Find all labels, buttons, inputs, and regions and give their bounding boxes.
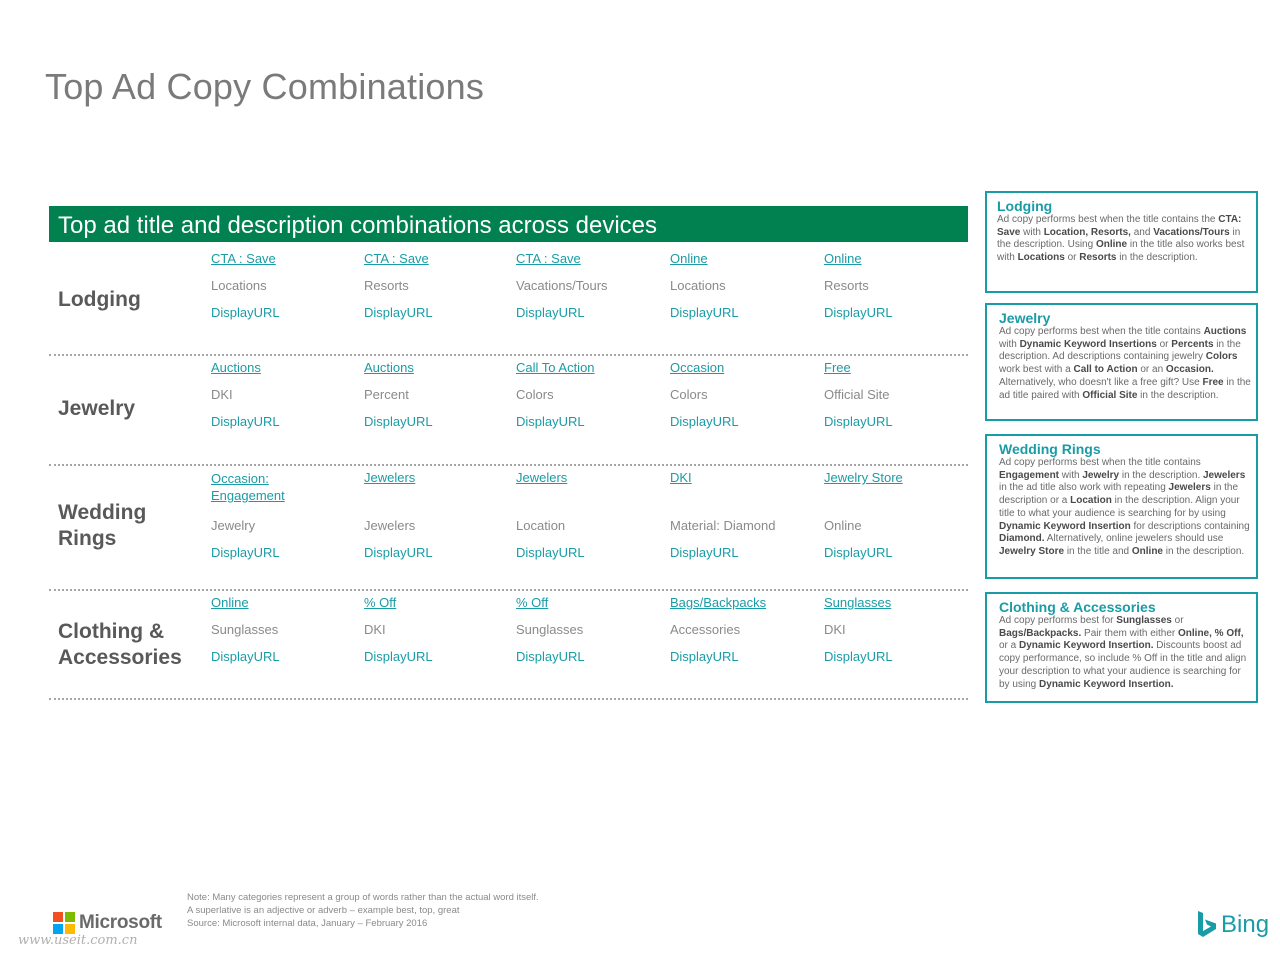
combo-title-link[interactable]: Call To Action (516, 360, 595, 375)
combo-column (364, 251, 509, 320)
combo-title-link[interactable]: Online (824, 251, 862, 266)
combo-column (516, 251, 661, 320)
combo-display-url[interactable]: DisplayURL (211, 414, 280, 429)
side-panel-heading: Clothing & Accessories (999, 599, 1156, 615)
combo-column (670, 595, 815, 664)
combo-display-url[interactable]: DisplayURL (364, 414, 433, 429)
side-panel-heading: Lodging (997, 198, 1053, 214)
combo-title-link[interactable]: Bags/Backpacks (670, 595, 767, 610)
combo-column (824, 360, 969, 429)
combo-column (364, 595, 509, 664)
microsoft-windows-icon (53, 912, 75, 934)
combo-title-link[interactable]: Sunglasses (824, 595, 892, 610)
combo-column (824, 595, 969, 664)
side-panel-heading: Jewelry (999, 310, 1051, 326)
combo-display-url[interactable]: DisplayURL (670, 545, 739, 560)
category-label: Clothing & Accessories (58, 620, 182, 669)
side-panel-body: Ad copy performs best when the title contains the CTA: Save with Location, Resorts, and Vacations/Tours in the description. Using Online in the title also works best with Locations or Resorts in the description. (997, 214, 1245, 264)
side-panel-body: Ad copy performs best for Sunglasses or Bags/Backpacks. Pair them with either Online, % Off, or a Dynamic Keyword Insertion. Discounts boost ad copy performance, so include % Off in the title and align your description to what your audience is searching for by using Dynamic Keyword Insertion. (999, 615, 1247, 690)
combo-display-url[interactable]: DisplayURL (364, 305, 433, 320)
combo-description: Colors (516, 387, 554, 402)
combo-display-url[interactable]: DisplayURL (670, 414, 739, 429)
combo-title-link[interactable]: Occasion: Engagement (211, 471, 285, 503)
combo-display-url[interactable]: DisplayURL (211, 305, 280, 320)
combo-title-link[interactable]: Online (211, 595, 249, 610)
combo-description: Vacations/Tours (516, 278, 608, 293)
combo-display-url[interactable]: DisplayURL (824, 649, 893, 664)
microsoft-logo (53, 912, 162, 934)
combo-title-link[interactable]: % Off (516, 595, 549, 610)
combo-display-url[interactable]: DisplayURL (364, 545, 433, 560)
combo-display-url[interactable]: DisplayURL (670, 305, 739, 320)
category-label: Wedding Rings (58, 501, 147, 550)
combo-column (824, 470, 969, 560)
footnote-line: Source: Microsoft internal data, January – February 2016 (187, 918, 428, 929)
combo-description: DKI (211, 387, 233, 402)
side-panel-clothing-accessories (985, 592, 1258, 703)
combo-display-url[interactable]: DisplayURL (516, 305, 585, 320)
bing-wordmark: Bing (1221, 911, 1270, 938)
combo-title-link[interactable]: Auctions (211, 360, 261, 375)
combo-display-url[interactable]: DisplayURL (824, 545, 893, 560)
table-header-text: Top ad title and description combinations across devices (58, 212, 657, 239)
side-panel-lodging (985, 191, 1258, 293)
footnote-line: Note: Many categories represent a group of words rather than the actual word itself. (187, 892, 539, 903)
logo-square (65, 912, 75, 922)
combo-column (211, 251, 356, 320)
combo-column (211, 470, 301, 560)
combo-title-link[interactable]: Occasion (670, 360, 725, 375)
combo-display-url[interactable]: DisplayURL (824, 414, 893, 429)
combo-title-link[interactable]: Online (670, 251, 708, 266)
combo-column (364, 470, 509, 560)
combo-description: Accessories (670, 622, 741, 637)
combo-column (670, 251, 815, 320)
side-panel-body: Ad copy performs best when the title contains Auctions with Dynamic Keyword Insertions or Percents in the description. Ad descriptions containing jewelry Colors work best with a Call to Action or an Occasion. Alternatively, who doesn't like a free gift? Use Free in the ad title paired with Official Site in the description. (999, 326, 1251, 401)
combo-title-link[interactable]: CTA : Save (211, 251, 276, 266)
bing-logo (1196, 910, 1269, 940)
combo-display-url[interactable]: DisplayURL (516, 545, 585, 560)
category-label: Lodging (58, 288, 141, 311)
category-section-wedding-rings (49, 466, 968, 591)
side-panel-wedding-rings (985, 434, 1258, 579)
combo-column (670, 360, 815, 429)
combo-column (516, 595, 661, 664)
combo-description: Online (824, 518, 862, 533)
combo-display-url[interactable]: DisplayURL (516, 649, 585, 664)
combo-description: Location (516, 518, 566, 533)
combo-description: Percent (364, 387, 409, 402)
combo-description: DKI (364, 622, 386, 637)
combo-column (364, 360, 509, 429)
combo-title-link[interactable]: DKI (670, 470, 692, 485)
category-section-jewelry (49, 356, 968, 466)
combo-description: Locations (670, 278, 726, 293)
combo-display-url[interactable]: DisplayURL (211, 545, 280, 560)
combo-column (516, 360, 661, 429)
category-label: Jewelry (58, 397, 136, 420)
page-title: Top Ad Copy Combinations (45, 66, 485, 107)
logo-square (53, 912, 63, 922)
combo-display-url[interactable]: DisplayURL (516, 414, 585, 429)
combo-description: Material: Diamond (670, 518, 776, 533)
combo-description: DKI (824, 622, 846, 637)
bing-icon (1196, 910, 1218, 940)
footnote (187, 891, 539, 930)
combo-description: Jewelers (364, 518, 416, 533)
combo-description: Locations (211, 278, 267, 293)
combo-title-link[interactable]: Jewelry Store (824, 470, 903, 485)
combo-title-link[interactable]: % Off (364, 595, 397, 610)
combo-display-url[interactable]: DisplayURL (824, 305, 893, 320)
combo-display-url[interactable]: DisplayURL (364, 649, 433, 664)
footnote-line: A superlative is an adjective or adverb – example best, top, great (187, 905, 460, 916)
combo-title-link[interactable]: Jewelers (364, 470, 416, 485)
combo-description: Resorts (824, 278, 869, 293)
microsoft-wordmark: Microsoft (79, 912, 162, 933)
combo-description: Colors (670, 387, 708, 402)
combo-description: Sunglasses (211, 622, 279, 637)
combo-display-url[interactable]: DisplayURL (670, 649, 739, 664)
combo-display-url[interactable]: DisplayURL (211, 649, 280, 664)
combo-column (211, 360, 356, 429)
side-panel-heading: Wedding Rings (999, 441, 1101, 457)
side-panel-body: Ad copy performs best when the title contains Engagement with Jewelry in the description. Jewelers in the ad title also work with repeating Jewelers in the description or a Location in the description. Align your title to what your audience is searching for by using Dynamic Keyword Insertion for descriptions containing Diamond. Alternatively, online jewelers should use Jewelry Store in the title and Online in the description. (999, 457, 1250, 557)
table-header-bar (49, 206, 968, 242)
category-section-lodging (49, 244, 968, 356)
category-section-clothing-accessories (49, 591, 968, 700)
combo-title-link[interactable]: CTA : Save (364, 251, 429, 266)
side-panel-jewelry (985, 303, 1258, 421)
combo-title-link[interactable]: Free (824, 360, 851, 375)
combo-column (670, 470, 815, 560)
combo-description: Official Site (824, 387, 890, 402)
watermark: www.useit.com.cn (18, 933, 138, 948)
combo-column (516, 470, 661, 560)
combo-column (211, 595, 356, 664)
combo-title-link[interactable]: CTA : Save (516, 251, 581, 266)
combo-title-link[interactable]: Auctions (364, 360, 414, 375)
combo-description: Resorts (364, 278, 409, 293)
combo-column (824, 251, 969, 320)
combo-title-link[interactable]: Jewelers (516, 470, 568, 485)
combo-description: Jewelry (211, 518, 256, 533)
combo-description: Sunglasses (516, 622, 584, 637)
